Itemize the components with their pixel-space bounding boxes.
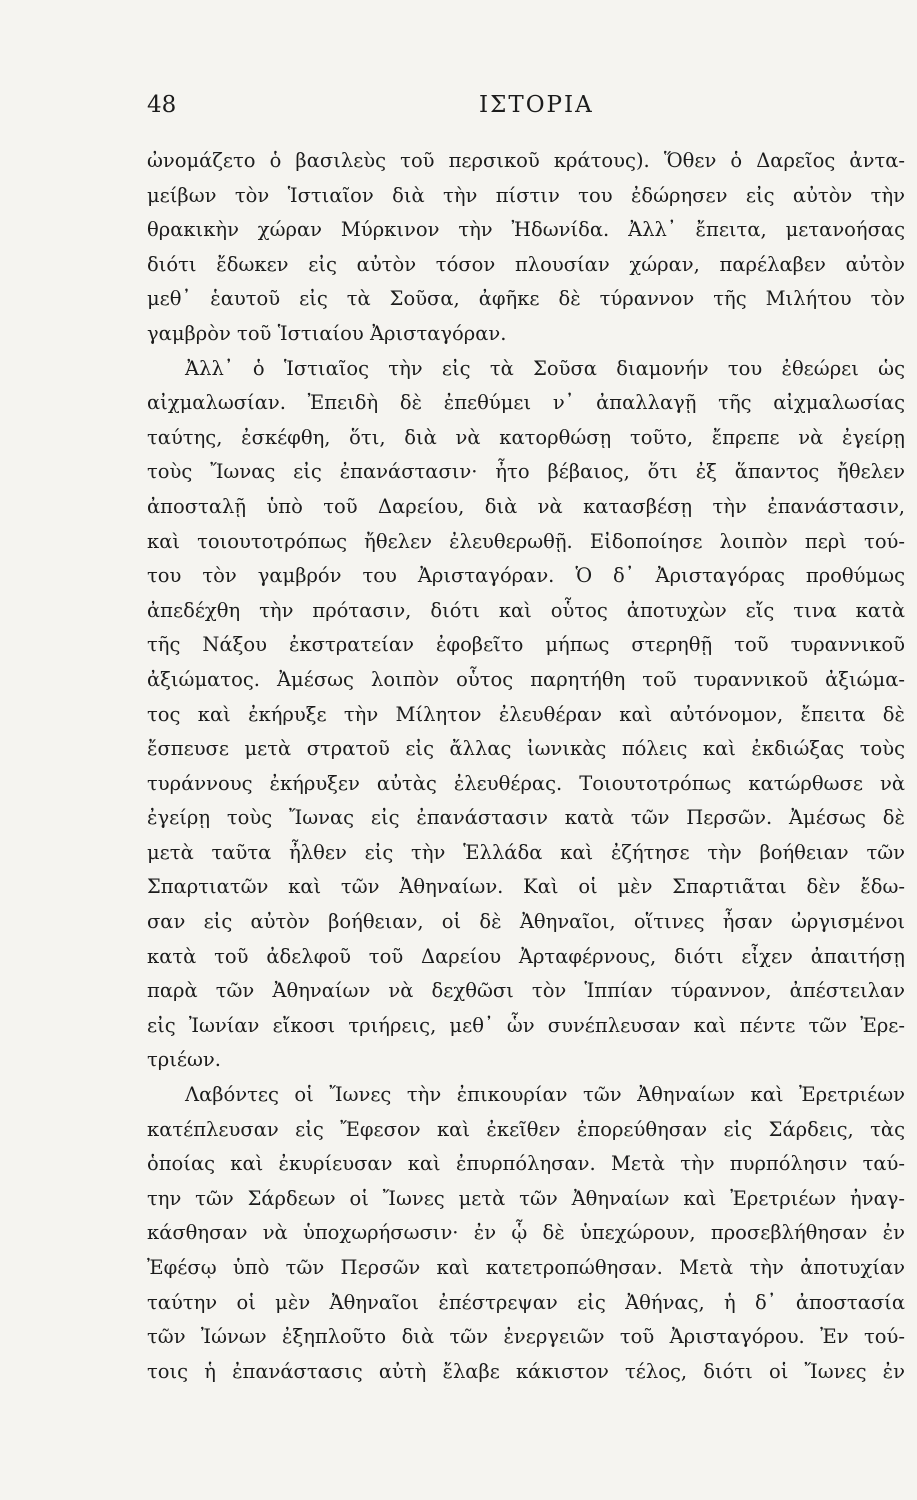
text-line: τυράννους ἐκήρυξεν αὐτὰς ἐλευθέρας. Τοιουτοτρόπως κατώρθωσε νὰ	[147, 771, 905, 795]
text-line: θρακικὴν χώραν Μύρκινον τὴν Ἠδωνίδα. Ἀλλ᾽ ἔπειτα, μετανοήσας	[147, 218, 905, 242]
text-line: ταύτης, ἐσκέφθη, ὅτι, διὰ νὰ κατορθώσῃ τοῦτο, ἔπρεπε νὰ ἐγείρῃ	[147, 425, 905, 449]
page-header	[147, 92, 857, 128]
text-line: τῆς Νάξου ἐκστρατείαν ἐφοβεῖτο μήπως στερηθῇ τοῦ τυραννικοῦ	[147, 633, 905, 657]
text-line: τοὺς Ἴωνας εἰς ἐπανάστασιν· ἦτο βέβαιος, ὅτι ἐξ ἅπαντος ἤθελεν	[147, 460, 905, 484]
text-line: την τῶν Σάρδεων οἱ Ἴωνες μετὰ τῶν Ἀθηναίων καὶ Ἐρετριέων ἠναγ-	[147, 1186, 905, 1210]
text-line: τος καὶ ἐκήρυξε τὴν Μίλητον ἐλευθέραν καὶ αὐτόνομον, ἔπειτα δὲ	[147, 702, 905, 726]
paragraph	[147, 352, 905, 1078]
text-line: διότι ἔδωκεν εἰς αὐτὸν τόσον πλουσίαν χώραν, παρέλαβεν αὐτὸν	[147, 252, 905, 276]
text-line: Ἐφέσῳ ὑπὸ τῶν Περσῶν καὶ κατετροπώθησαν. Μετὰ τὴν ἀποτυχίαν	[147, 1256, 905, 1279]
text-line: τῶν Ἰώνων ἐξηπλοῦτο διὰ τῶν ἐνεργειῶν τοῦ Ἀρισταγόρου. Ἐν τού-	[147, 1325, 905, 1349]
text-line: Σπαρτιατῶν καὶ τῶν Ἀθηναίων. Καὶ οἱ μὲν Σπαρτιᾶται δὲν ἔδω-	[147, 875, 905, 899]
text-line: ἀξιώματος. Ἀμέσως λοιπὸν οὗτος παρητήθη τοῦ τυραννικοῦ ἀξιώμα-	[147, 667, 905, 691]
text-line: μείβων τὸν Ἱστιαῖον διὰ τὴν πίστιν του ἐδώρησεν εἰς αὐτὸν τὴν	[147, 183, 905, 207]
text-line: ἀπεδέχθη τὴν πρότασιν, διότι καὶ οὗτος ἀποτυχὼν εἴς τινα κατὰ	[147, 598, 905, 622]
text-line: του τὸν γαμβρόν του Ἀρισταγόραν. Ὁ δ᾽ Ἀρισταγόρας προθύμως	[147, 564, 905, 588]
paragraph	[147, 1078, 905, 1389]
text-line: ὠνομάζετο ὁ βασιλεὺς τοῦ περσικοῦ κράτους). Ὅθεν ὁ Δαρεῖος ἀντα-	[147, 149, 905, 172]
text-line: ἔσπευσε μετὰ στρατοῦ εἰς ἄλλας ἰωνικὰς πόλεις καὶ ἐκδιώξας τοὺς	[147, 737, 905, 761]
page-number: 48	[147, 92, 177, 118]
paragraph	[147, 144, 905, 352]
text-line: γαμβρὸν τοῦ Ἱστιαίου Ἀρισταγόραν.	[147, 321, 507, 345]
text-line: Ἀλλ᾽ ὁ Ἱστιαῖος τὴν εἰς τὰ Σοῦσα διαμονήν του ἐθεώρει ὡς	[185, 356, 905, 380]
text-line: τριέων.	[147, 1048, 221, 1072]
text-line: κάσθησαν νὰ ὑποχωρήσωσιν· ἐν ᾧ δὲ ὑπεχώρουν, προσεβλήθησαν ἐν	[147, 1221, 905, 1245]
body-text	[147, 144, 905, 1389]
text-line: κατὰ τοῦ ἀδελφοῦ τοῦ Δαρείου Ἀρταφέρνους, διότι εἶχεν ἀπαιτήσῃ	[147, 944, 905, 968]
text-line: αἰχμαλωσίαν. Ἐπειδὴ δὲ ἐπεθύμει ν᾽ ἀπαλλαγῇ τῆς αἰχμαλωσίας	[147, 391, 905, 415]
text-line: μεθ᾽ ἑαυτοῦ εἰς τὰ Σοῦσα, ἀφῆκε δὲ τύραννον τῆς Μιλήτου τὸν	[147, 287, 905, 311]
text-line: μετὰ ταῦτα ἦλθεν εἰς τὴν Ἑλλάδα καὶ ἐζήτησε τὴν βοήθειαν τῶν	[147, 840, 905, 864]
text-line: τοις ἡ ἐπανάστασις αὐτὴ ἔλαβε κάκιστον τέλος, διότι οἱ Ἴωνες ἐν	[147, 1359, 905, 1383]
text-line: παρὰ τῶν Ἀθηναίων νὰ δεχθῶσι τὸν Ἱππίαν τύραννον, ἀπέστειλαν	[147, 979, 905, 1003]
text-line: ἐγείρῃ τοὺς Ἴωνας εἰς ἐπανάστασιν κατὰ τῶν Περσῶν. Ἀμέσως δὲ	[147, 806, 905, 830]
text-line: καὶ τοιουτοτρόπως ἤθελεν ἐλευθερωθῇ. Εἰδοποίησε λοιπὸν περὶ τού-	[147, 529, 905, 553]
text-line: σαν εἰς αὐτὸν βοήθειαν, οἱ δὲ Ἀθηναῖοι, οἵτινες ἦσαν ὠργισμένοι	[147, 910, 905, 934]
text-line: εἰς Ἰωνίαν εἴκοσι τριήρεις, μεθ᾽ ὧν συνέπλευσαν καὶ πέντε τῶν Ἐρε-	[147, 1013, 905, 1037]
text-line: ἀποσταλῇ ὑπὸ τοῦ Δαρείου, διὰ νὰ κατασβέσῃ τὴν ἐπανάστασιν,	[147, 494, 905, 518]
text-line: ταύτην οἱ μὲν Ἀθηναῖοι ἐπέστρεψαν εἰς Ἀθήνας, ἡ δ᾽ ἀποστασία	[147, 1290, 905, 1314]
text-line: ὁποίας καὶ ἐκυρίευσαν καὶ ἐπυρπόλησαν. Μετὰ τὴν πυρπόλησιν ταύ-	[147, 1152, 905, 1176]
text-line: Λαβόντες οἱ Ἴωνες τὴν ἐπικουρίαν τῶν Ἀθηναίων καὶ Ἐρετριέων	[185, 1083, 905, 1107]
text-line: κατέπλευσαν εἰς Ἔφεσον καὶ ἐκεῖθεν ἐπορεύθησαν εἰς Σάρδεις, τὰς	[147, 1117, 905, 1141]
running-title: ΙΣΤΟΡΙΑ	[479, 92, 594, 118]
